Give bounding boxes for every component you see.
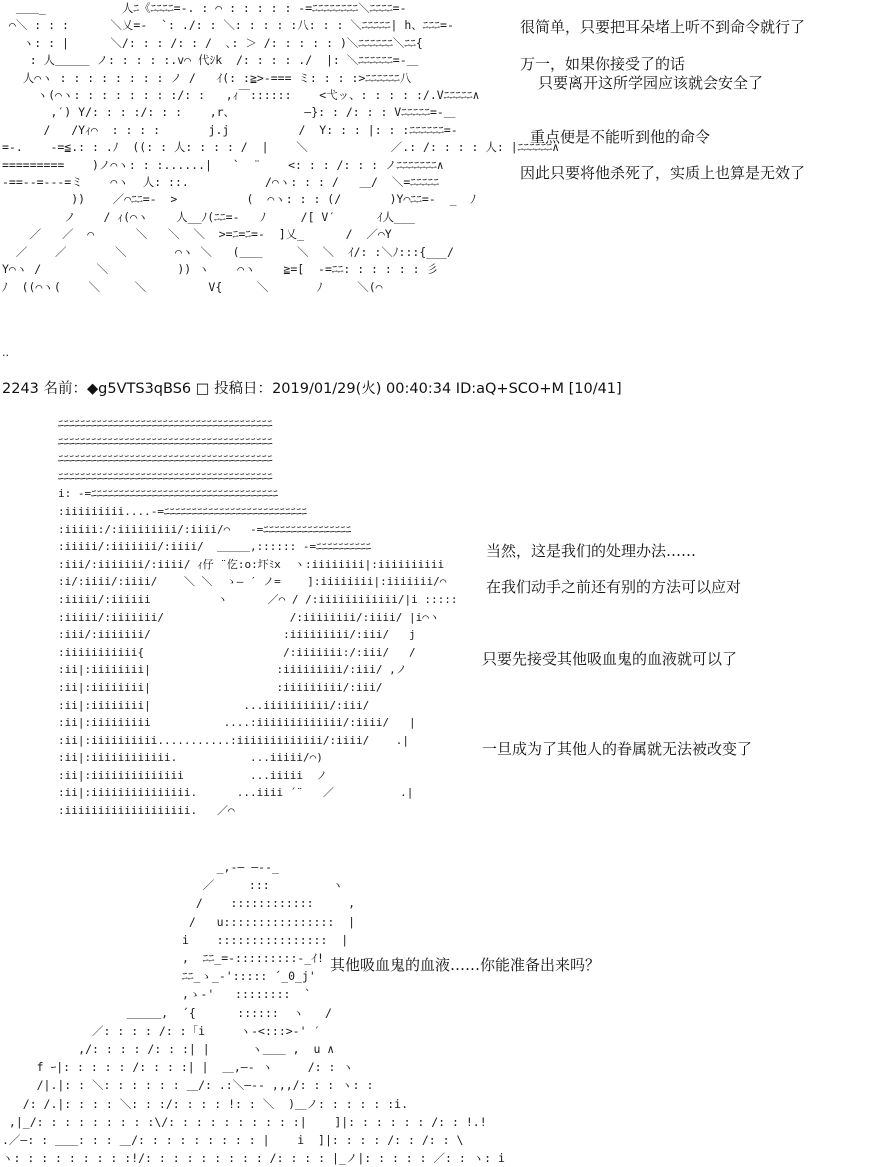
post-trip: ◆g5VTS3qBS6: [87, 381, 192, 397]
dialogue-line: 在我们动手之前还有别的方法可以应对: [486, 578, 742, 596]
dialogue-line: 很简单，只要把耳朵堵上听不到命令就行了: [520, 18, 806, 36]
dialogue-line: 其他吸血鬼的血液……你能准备出来吗？: [330, 956, 601, 974]
dialogue-line: 因此只要将他杀死了，实质上也算是无效了: [520, 164, 806, 182]
ascii-art-bottom: _,-― ―‐-_ ／ ::: ヽ / :::::::::::: , / u:::::::::::::::: | i :::::::::::::::: | , ﾆﾆ_=-:::::::::-_ｲ! ﾆﾆ_ゝ_‐'::::: ´_0_j' ,ゝ-' :::::::: ` ＿＿＿, ´{ :::::: ヽ / ／: : : : /: :「i ヽ-<:::>-' ′ ,/: : : : /: : :| | ヽ＿＿ , u ∧ f ｰ|: : : : : /: : : :| | ＿,―- ヽ /: : ヽ /|.|: : ＼: : : : : : ＿/: .:＼―-- ,,,/: : : ヽ: : /: /.|: : : : ＼: : :/: : : : !: : ＼ )＿ノ: : : : : :i. ,|_/: : : : : : : : :\/: : : : : : : : : :| ]|: : : : : : /: : !.! .／―: : ＿＿: : : ＿/: : : : : : : : : | i ]|: : : : /: : /: : \ ヽ: : : : : : : : :!/: : : : : : : : : /: : : : |_ノ|: : : : : ／: : ヽ: i: [2, 860, 505, 1166]
separator-dots: ..: [2, 346, 9, 359]
dialogue-line: 万一，如果你接受了的话: [520, 55, 686, 73]
dialogue-line: 当然，这是我们的处理办法……: [486, 542, 697, 560]
ascii-art-top: ＿＿_ 人ﾆ《ﾆﾆﾆﾆ=-. : ⌒ : : : : : -=ﾆﾆﾆﾆﾆﾆﾆﾆ＼ﾆﾆﾆﾆ=- ⌒＼ : : : ＼乂=- `: ./: : ＼: : : : :八: : : ＼ﾆﾆﾆﾆﾆ| h、ﾆﾆﾆ=- ヽ: : | ＼/: : : /: : / ､: ＞ /: : : : : )＼ﾆﾆﾆﾆﾆﾆ＼ﾆﾆ{ : 人＿＿＿ ノ: : : : :.v⌒ 代ｼk /: : : : ./ |: ＼ﾆﾆﾆﾆﾆﾆ=-＿ 人⌒ヽ : : : : : : : : ノ / ｲ(: :≧>-=== ミ: : : :>ﾆﾆﾆﾆﾆﾆ八 ヽ(⌒ヽ: : : : : : : :/: : ,ｨ￣:::::: <弋ッ、: : : : :/.Vﾆﾆﾆﾆﾆ∧ ,′) Y/: : : :/: : : ,r、 ―}: : /: : : Vﾆﾆﾆﾆﾆ=-＿ / /Yｨ⌒ : : : : j.j / Y: : : |: : :ﾆﾆﾆﾆﾆﾆ=- =-. -=≦.: : .ﾉ ((: : 人: : : : / | ＼ ／.: /: : : : 人: |ﾆﾆﾆﾆﾆﾆ∧ ========= )ノ⌒ヽ: : :......| ` ¨ <: : : /: : : ノﾆﾆﾆﾆﾆﾆﾆ∧ -==--=---=ミ ⌒ヽ 人: ::. /⌒ヽ: : : / ＿/ ＼=ﾆﾆﾆﾆﾆ )) ／⌒ﾆﾆ=- > ( ⌒ヽ: : : (/ )Y⌒ﾆﾆ=- _ ﾉ ノ / ｨ(⌒ヽ 人__ﾉ(ﾆﾆ=- ﾉ /[ V′ ｲ人___ ／ ／ ⌒ ＼ ＼ ＼ >=ﾆ=ﾆ=- ]乂_ / ／⌒Y ／ ／ ＼ ⌒ヽ ＼ (＿＿ ＼ ＼ ｲ/: :＼ﾉ:::{___/ Y⌒ヽ / ＼ )) ヽ ⌒ヽ ≧=[ -=ﾆﾆ: : : : : : 彡 ﾉ ((⌒ヽ( ＼ ＼ V{ ＼ ﾉ ＼(⌒: [2, 1, 560, 294]
post-counter: [10/41]: [568, 381, 622, 397]
dialogue-line: 只要离开这所学园应该就会安全了: [538, 74, 764, 92]
dialogue-line: 一旦成为了其他人的眷属就无法被改变了: [482, 740, 753, 758]
ascii-art-middle: ﾆﾆﾆﾆﾆﾆﾆﾆﾆﾆﾆﾆﾆﾆﾆﾆﾆﾆﾆﾆﾆﾆﾆﾆﾆﾆﾆﾆﾆﾆﾆﾆﾆﾆﾆﾆﾆﾆﾆ ﾆﾆﾆﾆﾆﾆﾆﾆﾆﾆﾆﾆﾆﾆﾆﾆﾆﾆﾆﾆﾆﾆﾆﾆﾆﾆﾆﾆﾆﾆﾆﾆﾆﾆﾆﾆﾆﾆﾆ ﾆﾆﾆﾆﾆﾆﾆﾆﾆﾆﾆﾆﾆﾆﾆﾆﾆﾆﾆﾆﾆﾆﾆﾆﾆﾆﾆﾆﾆﾆﾆﾆﾆﾆﾆﾆﾆﾆﾆ ﾆﾆﾆﾆﾆﾆﾆﾆﾆﾆﾆﾆﾆﾆﾆﾆﾆﾆﾆﾆﾆﾆﾆﾆﾆﾆﾆﾆﾆﾆﾆﾆﾆﾆﾆﾆﾆﾆﾆ i: -=ﾆﾆﾆﾆﾆﾆﾆﾆﾆﾆﾆﾆﾆﾆﾆﾆﾆﾆﾆﾆﾆﾆﾆﾆﾆﾆﾆﾆﾆﾆﾆﾆﾆﾆ :iiiiiiiii....-=ﾆﾆﾆﾆﾆﾆﾆﾆﾆﾆﾆﾆﾆﾆﾆﾆﾆﾆﾆﾆﾆﾆﾆﾆﾆﾆ :iiiii:/:iiiiiiiii/:iiii/⌒ -=ﾆﾆﾆﾆﾆﾆﾆﾆﾆﾆﾆﾆﾆﾆﾆﾆ :iiiii/:iiiiiii/:iiii/ ＿＿＿,:::::: -=ﾆﾆﾆﾆﾆﾆﾆﾆﾆﾆ :iii/:iiiiiii/:iiii/ ｨ仔 ¨仡:o:圷ﾐx ヽ:iiiiiiii|:iiiiiiiiii :i/:iiii/:iiii/ ＼ ＼ ゝ― ′ ノ= ]:iiiiiiii|:iiiiiii/⌒ :iiiii/:iiiiii ヽ ／⌒ / /:iiiiiiiiiiii/|i ::::: :iiiii/:iiiiiii/ /:iiiiiiii/:iiii/ |i⌒ヽ :iii/:iiiiiii/ :iiiiiiiii/:iii/ j :iiiiiiiiiii{ /:iiiiiii:/:iii/ / :ii|:iiiiiiii| :iiiiiiiii/:iii/ ,ノ :ii|:iiiiiiii| :iiiiiiiii/:iii/ :ii|:iiiiiiii| ...iiiiiiiiii/:iii/ :ii|:iiiiiiiii ....:iiiiiiiiiiiii/:iiii/ | :ii|:iiiiiiiiii...........:iiiiiiiiiiiii/:iiii/ .| :ii|:iiiiiiiiiiii. ...iiiii/⌒) :ii|:iiiiiiiiiiiiii ...iiiii ノ :ii|:iiiiiiiiiiiiiii. ...iiii ´¨ ／ .| :iiiiiiiiiiiiiiiiiii. ／⌒: [58, 417, 458, 818]
dialogue-line: 重点便是不能听到他的命令: [530, 128, 711, 146]
post-id: ID:aQ+SCO+M: [455, 381, 564, 397]
post-name-label: 名前：: [43, 381, 88, 397]
post-header: [2, 380, 622, 398]
checkbox-icon: □: [195, 381, 210, 397]
post-number: 2243: [2, 381, 39, 397]
dialogue-line: 只要先接受其他吸血鬼的血液就可以了: [482, 650, 738, 668]
post-date: 2019/01/29(火) 00:40:34: [272, 381, 452, 397]
post-date-label: 投稿日：: [214, 381, 273, 397]
